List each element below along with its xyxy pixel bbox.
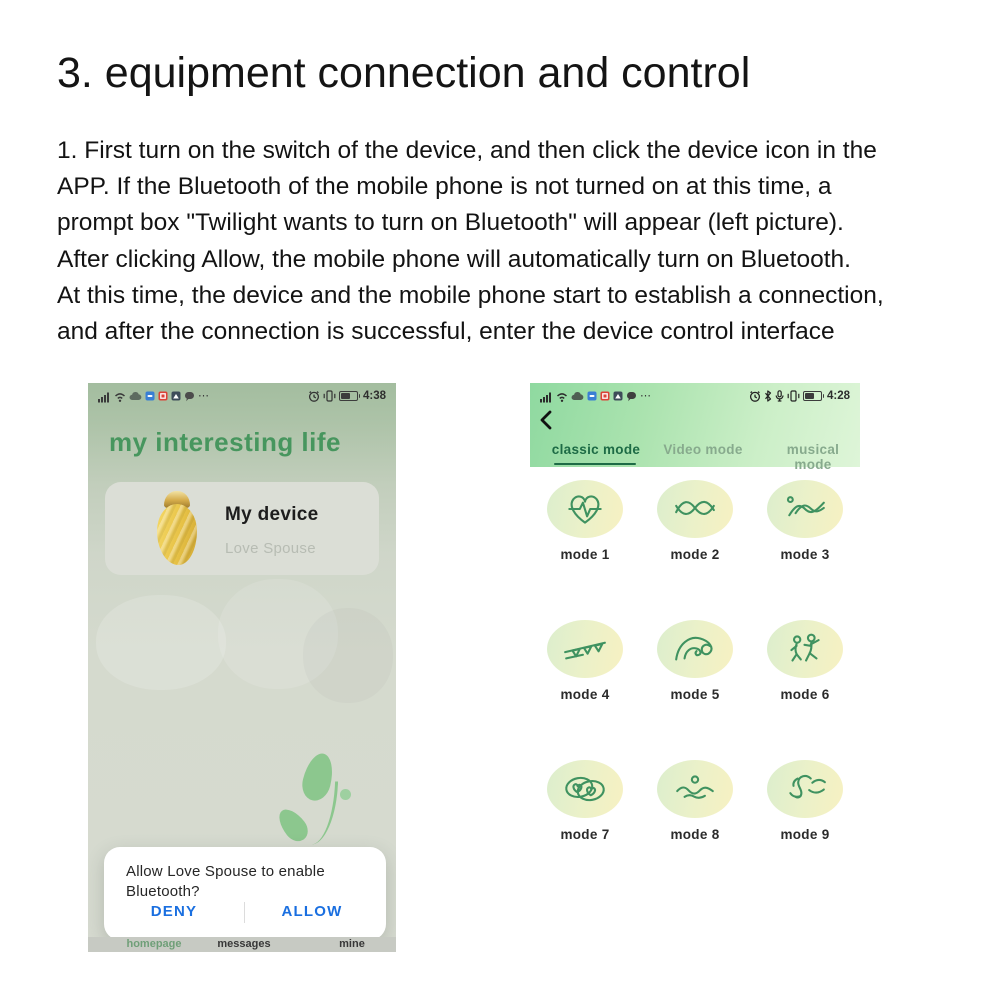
- mode-bubble: [547, 480, 623, 538]
- dialog-divider: [244, 902, 245, 923]
- mode-label: mode 7: [560, 827, 610, 842]
- paragraph-line: After clicking Allow, the mobile phone will automatically turn on Bluetooth.: [57, 245, 851, 273]
- alarm-icon: [308, 390, 320, 402]
- wifi-icon: [114, 391, 126, 402]
- mode-bubble: [657, 760, 733, 818]
- plant-bud-icon: [340, 789, 351, 800]
- alarm-icon: [749, 390, 761, 402]
- app-badge-blue-icon: [145, 391, 155, 401]
- mode-button-6[interactable]: [750, 620, 860, 760]
- bluetooth-icon: [764, 390, 772, 402]
- mode-bubble: [767, 760, 843, 818]
- mode-button-4[interactable]: [530, 620, 640, 760]
- signal-strength-icon: [540, 390, 553, 403]
- device-body: [157, 504, 197, 565]
- status-left-icons: [540, 390, 652, 403]
- signal-strength-icon: [98, 390, 111, 403]
- nav-item-messages[interactable]: messages: [217, 938, 271, 950]
- crossing-waves-icon: [672, 490, 718, 528]
- left-phone-screenshot: [88, 383, 396, 952]
- cloud-icon: [129, 392, 142, 401]
- device-image: [157, 491, 197, 565]
- plant-leaf-icon: [273, 804, 313, 846]
- paragraph-line: 1. First turn on the switch of the device, and then click the device icon in the: [57, 137, 877, 164]
- mode-label: mode 3: [780, 547, 830, 562]
- app-badge-dark-icon: [171, 391, 181, 401]
- watermark-blob: [303, 608, 393, 703]
- nav-item-homepage[interactable]: homepage: [126, 938, 182, 950]
- device-subtitle: Love Spouse: [225, 540, 316, 557]
- swimmer-icon: [672, 770, 718, 808]
- chat-bubble-icon: [626, 391, 637, 402]
- intro-paragraph: [57, 133, 884, 350]
- page-title: 3. equipment connection and control: [57, 49, 751, 97]
- ocean-wave-icon: [672, 630, 718, 668]
- vibrate-icon: [787, 390, 800, 402]
- mode-bubble: [547, 620, 623, 678]
- mode-bubble: [657, 480, 733, 538]
- status-bar: [530, 383, 860, 409]
- ripple-sun-icon: [782, 490, 828, 528]
- paragraph-line: prompt box "Twilight wants to turn on Bluetooth" will appear (left picture).: [57, 209, 844, 237]
- status-time: 4:28: [826, 390, 850, 402]
- active-tab-underline: [554, 463, 636, 466]
- mode-label: mode 8: [670, 827, 720, 842]
- mode-label: mode 6: [780, 687, 830, 702]
- app-badge-blue-icon: [587, 391, 597, 401]
- heartbeat-heart-icon: [562, 490, 608, 528]
- mode-bubble: [767, 480, 843, 538]
- app-badge-red-icon: [600, 391, 610, 401]
- app-title: my interesting life: [109, 427, 341, 457]
- ellipsis-icon: ⋯: [198, 389, 210, 402]
- bunting-flags-icon: [562, 630, 608, 668]
- app-badge-dark-icon: [613, 391, 623, 401]
- status-right-icons: [308, 390, 386, 402]
- plant-stem-icon: [311, 781, 338, 846]
- mode-bubble: [767, 620, 843, 678]
- paragraph-line: At this time, the device and the mobile phone start to establish a connection,: [57, 281, 884, 309]
- mode-bubble: [547, 760, 623, 818]
- mode-label: mode 4: [560, 687, 610, 702]
- double-hearts-icon: [562, 770, 608, 808]
- bluetooth-permission-dialog: [104, 847, 386, 940]
- dialog-message: Allow Love Spouse to enable Bluetooth?: [126, 863, 325, 900]
- app-badge-red-icon: [158, 391, 168, 401]
- mode-button-9[interactable]: [750, 760, 860, 900]
- status-right-icons: [749, 390, 850, 402]
- microphone-icon: [775, 390, 784, 402]
- tab-video-mode[interactable]: Video mode: [663, 442, 743, 457]
- tab-classic-mode[interactable]: classic mode: [551, 442, 641, 457]
- mode-button-3[interactable]: [750, 480, 860, 620]
- nav-item-mine[interactable]: mine: [339, 938, 365, 950]
- device-name: My device: [225, 504, 319, 525]
- mode-button-2[interactable]: [640, 480, 750, 620]
- right-phone-screenshot: [530, 383, 860, 880]
- allow-button[interactable]: ALLOW: [264, 903, 360, 920]
- mode-label: mode 2: [670, 547, 720, 562]
- paragraph-line: APP. If the Bluetooth of the mobile phone is not turned on at this time, a: [57, 173, 832, 201]
- mode-button-1[interactable]: [530, 480, 640, 620]
- status-time: 4:38: [362, 390, 386, 402]
- mode-button-5[interactable]: [640, 620, 750, 760]
- vibrate-icon: [323, 390, 336, 402]
- status-left-icons: [98, 390, 210, 403]
- mode-label: mode 1: [560, 547, 610, 562]
- mode-label: mode 5: [670, 687, 720, 702]
- chat-bubble-icon: [184, 391, 195, 402]
- mode-label: mode 9: [780, 827, 830, 842]
- bottom-nav: [88, 937, 396, 952]
- battery-icon: [803, 391, 822, 402]
- back-chevron-icon[interactable]: [539, 410, 553, 430]
- status-bar: [88, 383, 396, 409]
- mode-button-7[interactable]: [530, 760, 640, 900]
- mode-bubble: [657, 620, 733, 678]
- mode-button-8[interactable]: [640, 760, 750, 900]
- ear-waves-icon: [782, 770, 828, 808]
- paragraph-line: and after the connection is successful, enter the device control interface: [57, 318, 835, 346]
- battery-icon: [339, 391, 358, 402]
- dancing-figures-icon: [782, 630, 828, 668]
- mode-grid: [530, 480, 860, 900]
- ellipsis-icon: ⋯: [640, 389, 652, 402]
- cloud-icon: [571, 392, 584, 401]
- tab-musical-mode[interactable]: musical mode: [786, 442, 840, 472]
- watermark-blob: [96, 595, 226, 690]
- deny-button[interactable]: DENY: [126, 903, 222, 920]
- control-header: [530, 383, 860, 472]
- wifi-icon: [556, 391, 568, 402]
- device-card[interactable]: [105, 482, 379, 575]
